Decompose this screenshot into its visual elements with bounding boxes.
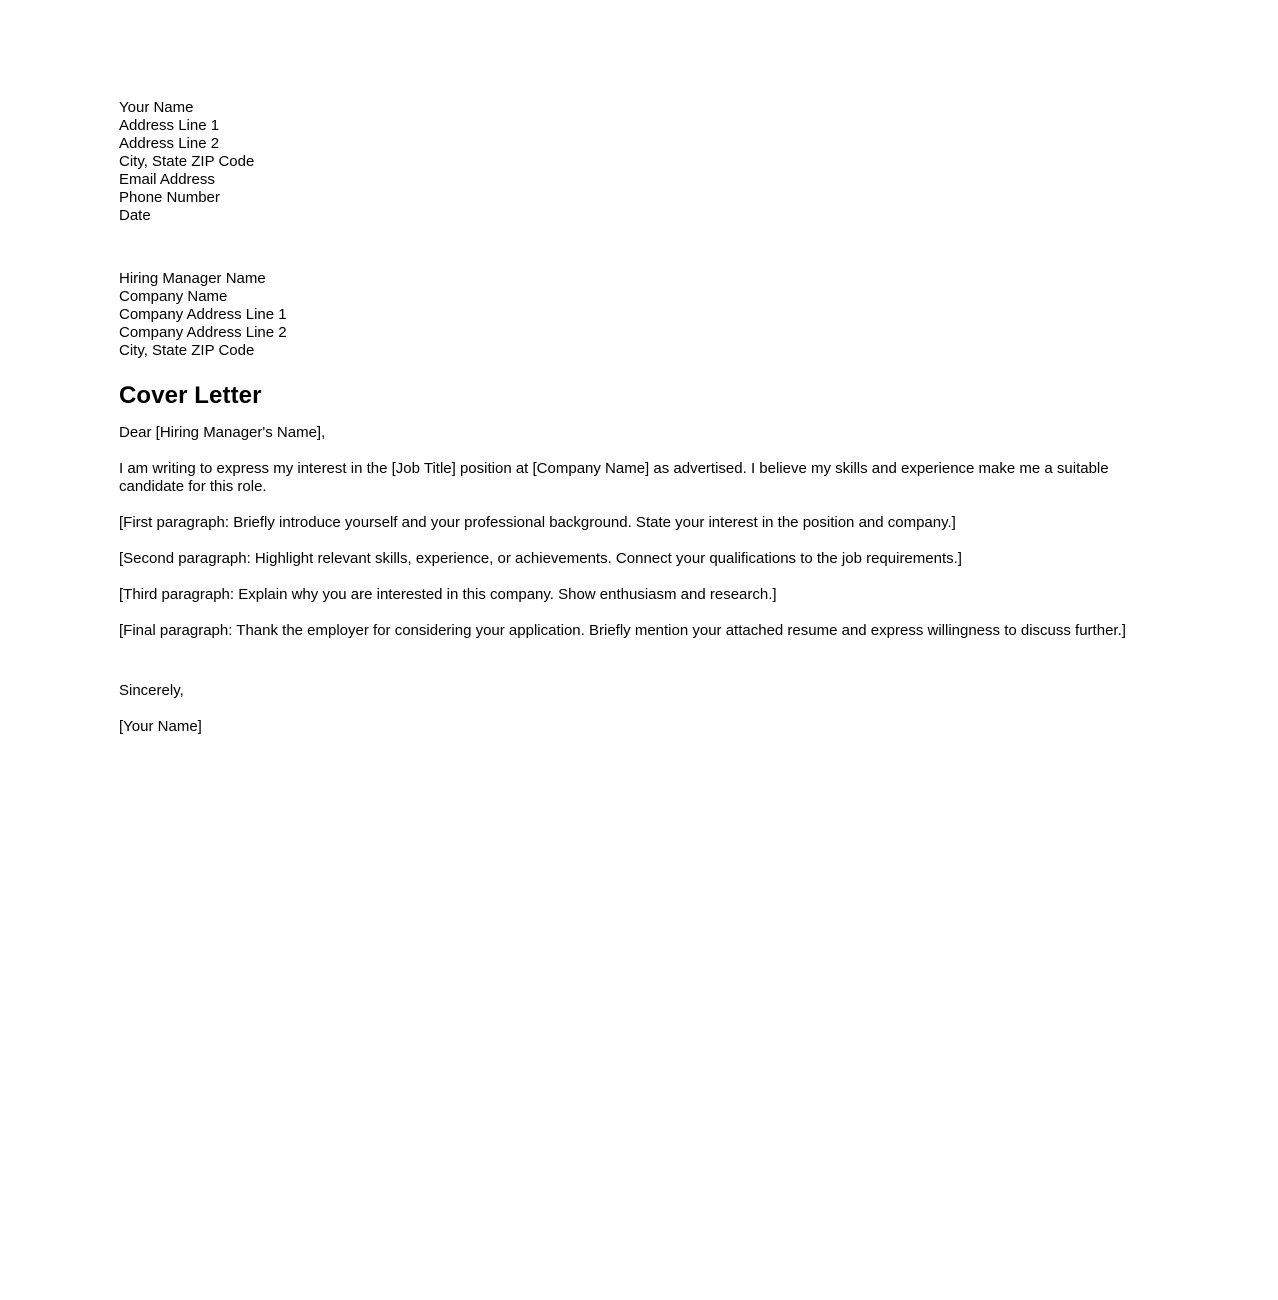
paragraph-final: [Final paragraph: Thank the employer for considering your application. Briefly mention your attached resume and express willingness to discuss further.] — [119, 622, 1126, 639]
sender-email: Email Address — [119, 171, 215, 188]
recipient-manager-name: Hiring Manager Name — [119, 270, 266, 287]
signature-name: [Your Name] — [119, 718, 202, 735]
cover-letter-body — [119, 99, 1139, 736]
heading-spacer-bottom — [119, 410, 1139, 424]
paragraph-intro: I am writing to express my interest in the [Job Title] position at [Company Name] as advertised. I believe my skills and experience make me a suitable candidate for this role. — [119, 460, 1109, 495]
block-separator — [119, 225, 1139, 270]
recipient-address-line-1: Company Address Line 1 — [119, 306, 287, 323]
paragraph-second: [Second paragraph: Highlight relevant skills, experience, or achievements. Connect your qualifications to the job requirements.] — [119, 550, 962, 567]
sender-phone: Phone Number — [119, 189, 220, 206]
sender-address-line-1: Address Line 1 — [119, 117, 220, 134]
sender-city-state-zip: City, State ZIP Code — [119, 153, 255, 170]
heading-spacer-top — [119, 360, 1139, 382]
sender-address-line-2: Address Line 2 — [119, 135, 220, 152]
recipient-address-block — [119, 270, 1139, 360]
sender-address-block — [119, 99, 1139, 225]
sender-name: Your Name — [119, 99, 194, 116]
paragraph-first: [First paragraph: Briefly introduce yourself and your professional background. State your interest in the position and company.] — [119, 514, 956, 531]
recipient-address-line-2: Company Address Line 2 — [119, 324, 287, 341]
recipient-city-state-zip: City, State ZIP Code — [119, 342, 255, 359]
paragraph-third: [Third paragraph: Explain why you are interested in this company. Show enthusiasm and research.] — [119, 586, 777, 603]
page-title: Cover Letter — [119, 382, 262, 409]
recipient-company-name: Company Name — [119, 288, 228, 305]
closing-salutation: Sincerely, — [119, 682, 184, 699]
letter-date: Date — [119, 207, 151, 224]
closing-spacer — [119, 640, 1139, 682]
salutation: Dear [Hiring Manager's Name], — [119, 424, 326, 441]
